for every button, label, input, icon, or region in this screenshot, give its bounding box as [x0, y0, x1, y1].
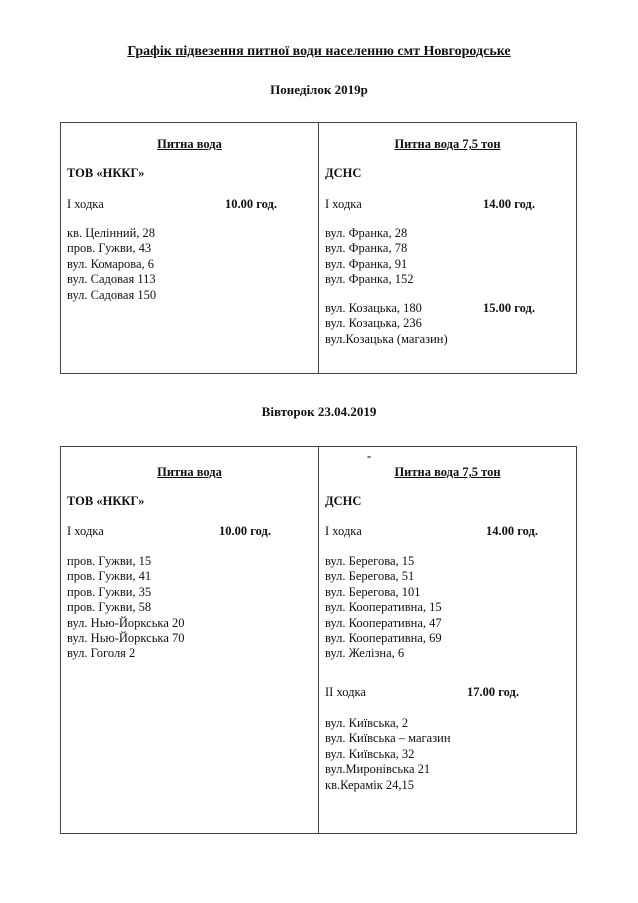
street-item: вул. Франка, 78 [325, 241, 408, 256]
street-item: вул. Козацька, 236 [325, 316, 422, 331]
street-item: вул. Київська, 2 [325, 716, 409, 730]
day1-right-time-2: 15.00 год. [483, 301, 535, 315]
street-item: вул. Берегова, 51 [325, 569, 415, 584]
day2-right-trip: І ходка [325, 524, 362, 538]
street-item: вул. Кооперативна, 69 [325, 631, 442, 646]
street-item: вул. Берегова, 15 [325, 554, 415, 568]
day2-right-column [318, 447, 576, 833]
street-item: кв.Керамік 24,15 [325, 777, 415, 792]
day2-right-street-list-2 [325, 716, 451, 793]
day1-left-column [61, 123, 318, 373]
day1-table [60, 122, 577, 374]
day2-left-street-list [67, 554, 185, 662]
street-item: вул. Франка, 91 [325, 256, 408, 271]
day2-left-header: Питна вода [157, 465, 222, 479]
street-item: вул. Садовая 113 [67, 272, 156, 287]
day2-left-org: ТОВ «НККГ» [67, 494, 145, 508]
day2-right-time: 14.00 год. [486, 524, 538, 538]
day1-right-column [318, 123, 576, 373]
street-item: пров. Гужви, 41 [67, 569, 152, 584]
day2-right-header: Питна вода 7,5 тон [394, 465, 501, 479]
day1-right-trip: І ходка [325, 197, 362, 211]
day2-left-time: 10.00 год. [219, 524, 271, 538]
street-item: вул. Садовая 150 [67, 287, 157, 302]
street-item: вул. Комарова, 6 [67, 256, 155, 271]
day1-left-org: ТОВ «НККГ» [67, 166, 145, 180]
day2-table [60, 446, 577, 834]
day2-right-street-list [325, 554, 442, 662]
day2-left-column [61, 447, 318, 833]
street-item: вул.Миронівська 21 [325, 762, 431, 777]
day1-left-street-list [67, 226, 156, 303]
street-item: вул. Кооперативна, 47 [325, 615, 442, 630]
street-item: вул. Нью-Йоркська 70 [67, 631, 185, 646]
document-title: Графік підвезення питної води населенню смт Новгородське [127, 44, 511, 59]
day2-right-time-2: 17.00 год. [467, 685, 519, 699]
street-item: вул. Берегова, 101 [325, 584, 421, 599]
dash-mark: - [367, 449, 372, 463]
street-item: вул. Франка, 152 [325, 272, 414, 287]
street-item: вул. Київська – магазин [325, 731, 451, 746]
day1-right-time: 14.00 год. [483, 197, 535, 211]
day2-right-org: ДСНС [325, 494, 362, 508]
day1-right-street-list-2 [325, 301, 448, 347]
street-item: кв. Целінний, 28 [67, 226, 156, 240]
day1-label: Понеділок 2019р [270, 82, 368, 97]
day1-left-trip: І ходка [67, 197, 104, 211]
day1-right-header: Питна вода 7,5 тон [394, 137, 501, 151]
street-item: вул. Нью-Йоркська 20 [67, 615, 185, 630]
day2-label: Вівторок 23.04.2019 [261, 404, 377, 419]
street-item: вул. Кооперативна, 15 [325, 600, 442, 615]
street-item: пров. Гужви, 43 [67, 241, 152, 256]
day1-right-org: ДСНС [325, 166, 362, 180]
street-item: вул. Козацька, 180 [325, 301, 422, 315]
street-item: вул. Гоголя 2 [67, 646, 136, 661]
street-item: пров. Гужви, 35 [67, 584, 152, 599]
day2-left-trip: І ходка [67, 524, 104, 538]
day1-left-header: Питна вода [157, 137, 222, 151]
street-item: пров. Гужви, 58 [67, 600, 152, 615]
day1-left-time: 10.00 год. [225, 197, 277, 211]
street-item: вул. Франка, 28 [325, 226, 408, 240]
street-item: вул. Желізна, 6 [325, 646, 405, 661]
street-item: вул.Козацька (магазин) [325, 331, 448, 346]
day2-right-trip-2: ІІ ходка [325, 685, 366, 699]
street-item: пров. Гужви, 15 [67, 554, 152, 568]
street-item: вул. Київська, 32 [325, 746, 415, 761]
day1-right-street-list [325, 226, 413, 288]
